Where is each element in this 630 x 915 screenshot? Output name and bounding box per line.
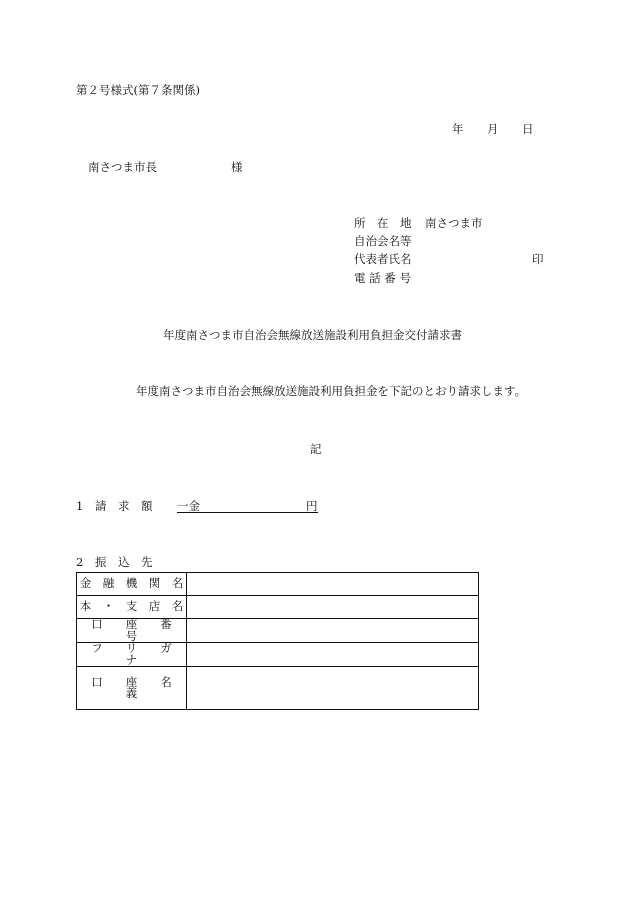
item2-label: 振 込 先 — [95, 555, 153, 569]
ki-marker: 記 — [310, 442, 322, 456]
table-row — [77, 573, 479, 596]
document-title: 年度南さつま市自治会無線放送施設利用負担金交付請求書 — [163, 328, 462, 342]
item1-label: 請 求 額 — [95, 499, 153, 513]
date-day: 日 — [522, 122, 534, 136]
amount-prefix: 一金 — [177, 499, 200, 513]
bank-account-table — [76, 572, 479, 710]
furigana-field[interactable] — [187, 643, 479, 667]
bank-name-label: 金 融 機 関 名 — [77, 573, 187, 596]
account-holder-field[interactable] — [187, 667, 479, 710]
branch-name-field[interactable] — [187, 596, 479, 619]
account-number-field[interactable] — [187, 619, 479, 643]
table-row — [77, 667, 479, 710]
phone-label: 電 話 番 号 — [354, 271, 411, 285]
furigana-label: フ リ ガ ナ — [77, 643, 187, 667]
account-number-label: 口 座 番 号 — [77, 619, 187, 643]
address-label: 所 在 地 — [354, 216, 412, 230]
amount-unit: 円 — [306, 499, 318, 513]
form-number: 第２号様式(第７条関係) — [76, 83, 200, 97]
item1-number: 1 — [76, 499, 84, 513]
bank-name-field[interactable] — [187, 573, 479, 596]
table-row — [77, 619, 479, 643]
body-text: 年度南さつま市自治会無線放送施設利用負担金を下記のとおり請求します。 — [136, 384, 527, 398]
addressee-name: 南さつま市長 — [88, 160, 157, 174]
date-month: 月 — [487, 122, 499, 136]
association-label: 自治会名等 — [354, 234, 412, 248]
address-value: 南さつま市 — [425, 216, 483, 230]
amount-underline — [177, 512, 318, 513]
table-row — [77, 643, 479, 667]
item2-number: 2 — [76, 555, 84, 569]
seal-mark: 印 — [532, 252, 544, 266]
addressee-honorific: 様 — [231, 160, 243, 174]
branch-name-label: 本 ・ 支 店 名 — [77, 596, 187, 619]
account-holder-label: 口 座 名 義 — [77, 667, 187, 710]
representative-label: 代表者氏名 — [354, 252, 412, 266]
table-row — [77, 596, 479, 619]
date-year: 年 — [452, 122, 464, 136]
